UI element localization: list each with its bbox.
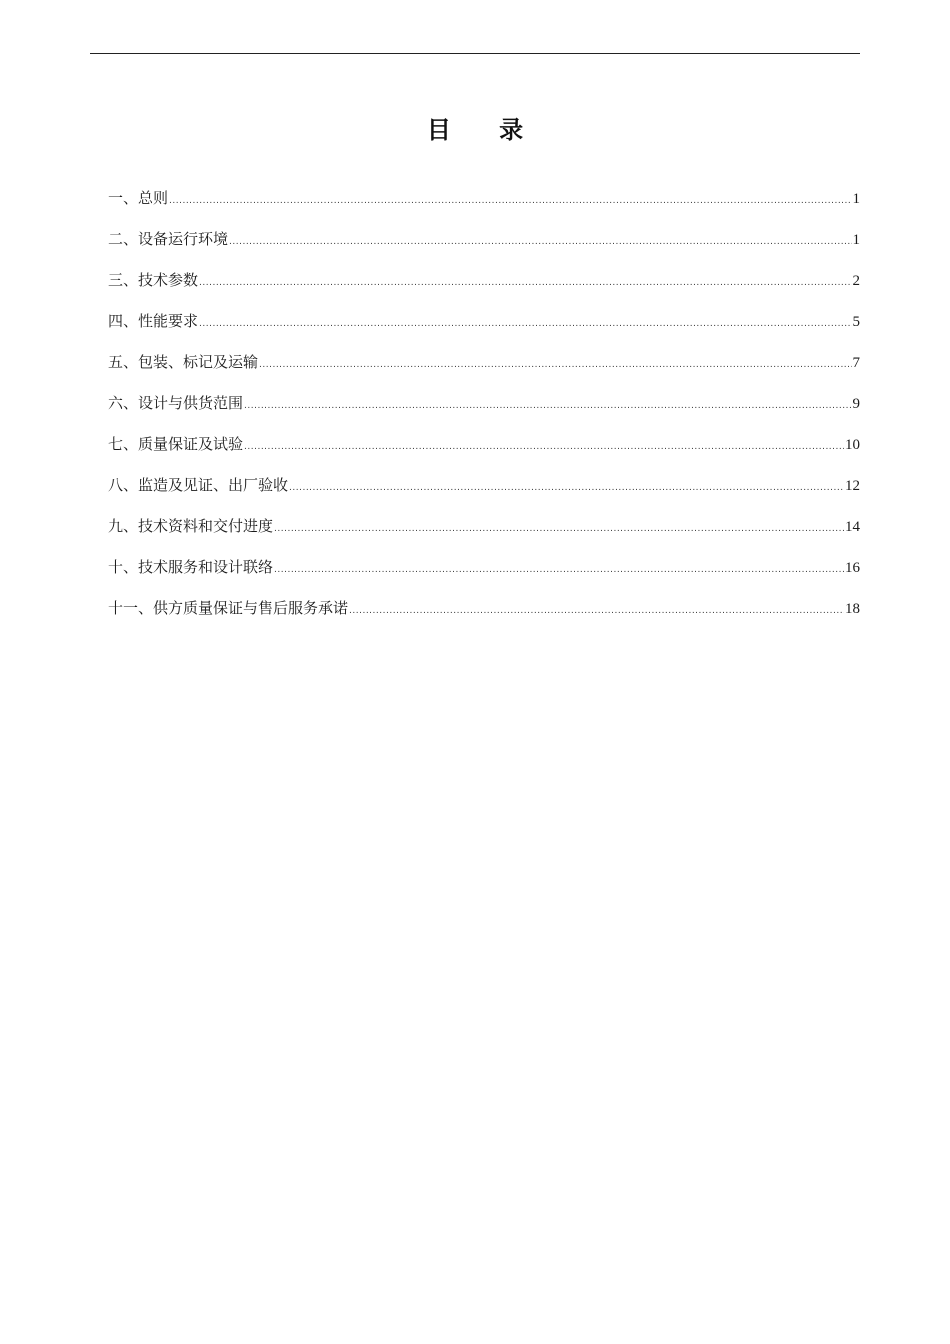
toc-leader-dots — [349, 600, 844, 622]
toc-title: 目 录 — [426, 116, 544, 144]
toc-entry-page: 14 — [845, 519, 860, 535]
toc-entry-page: 9 — [852, 396, 860, 412]
toc-entry-label: 十、技术服务和设计联络 — [108, 558, 274, 576]
toc-entry-label: 一、总则 — [108, 189, 169, 207]
toc-leader-dots — [244, 395, 851, 417]
toc-entry[interactable] — [108, 310, 860, 351]
toc-entry-page: 1 — [852, 232, 860, 248]
toc-entry-label: 八、监造及见证、出厂验收 — [108, 476, 289, 494]
toc-entry-page: 10 — [845, 437, 860, 453]
toc-leader-dots — [169, 190, 851, 212]
toc-leader-dots — [289, 477, 844, 499]
toc-entry-label: 七、质量保证及试验 — [108, 435, 244, 453]
toc-entry-page: 5 — [852, 314, 860, 330]
toc-entry-page: 2 — [852, 273, 860, 289]
toc-leader-dots — [229, 231, 851, 253]
toc-entry-page: 12 — [845, 478, 860, 494]
toc-entry-label: 十一、供方质量保证与售后服务承诺 — [108, 599, 349, 617]
toc-entry-page: 7 — [852, 355, 860, 371]
toc-entry-label: 四、性能要求 — [108, 312, 199, 330]
toc-entry[interactable] — [108, 269, 860, 310]
toc-leader-dots — [199, 272, 851, 294]
toc-leader-dots — [199, 313, 851, 335]
toc-entry[interactable] — [108, 187, 860, 228]
toc-leader-dots — [244, 436, 844, 458]
header-rule — [90, 53, 860, 54]
toc-leader-dots — [274, 559, 844, 581]
toc-entry-label: 二、设备运行环境 — [108, 230, 229, 248]
toc-list — [108, 187, 860, 638]
toc-leader-dots — [259, 354, 851, 376]
toc-entry[interactable] — [108, 228, 860, 269]
toc-entry[interactable] — [108, 392, 860, 433]
toc-entry-label: 三、技术参数 — [108, 271, 199, 289]
toc-entry-page: 1 — [852, 191, 860, 207]
toc-entry-label: 五、包装、标记及运输 — [108, 353, 259, 371]
toc-entry[interactable] — [108, 597, 860, 638]
toc-entry-page: 16 — [845, 560, 860, 576]
toc-entry-label: 六、设计与供货范围 — [108, 394, 244, 412]
toc-entry[interactable] — [108, 474, 860, 515]
toc-entry[interactable] — [108, 351, 860, 392]
toc-entry[interactable] — [108, 515, 860, 556]
toc-entry-page: 18 — [845, 601, 860, 617]
toc-entry-label: 九、技术资料和交付进度 — [108, 517, 274, 535]
toc-leader-dots — [274, 518, 844, 540]
toc-entry[interactable] — [108, 433, 860, 474]
toc-entry[interactable] — [108, 556, 860, 597]
